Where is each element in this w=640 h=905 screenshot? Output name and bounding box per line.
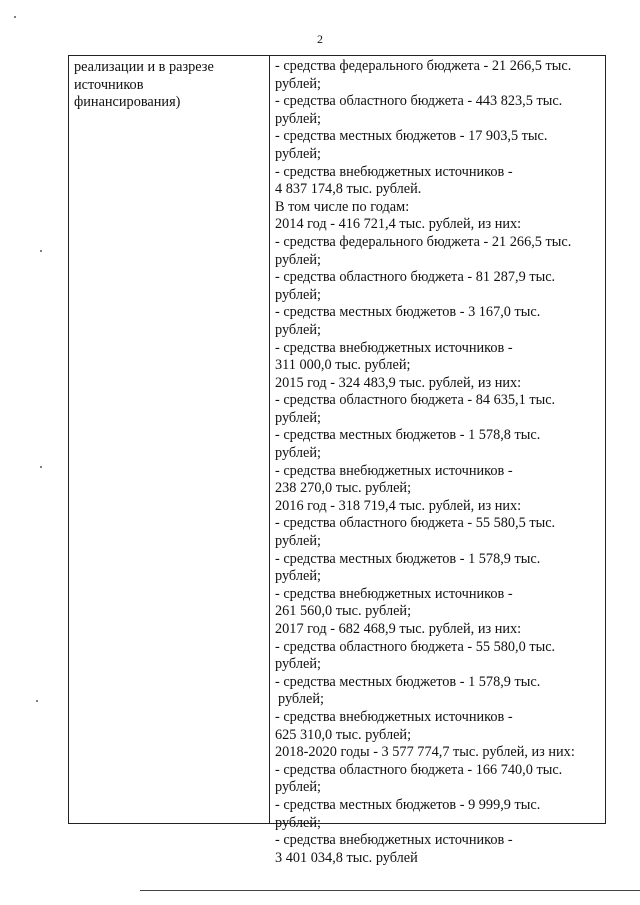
financing-line: - средства местных бюджетов - 1 578,8 тыс.	[275, 427, 541, 444]
scan-speck	[14, 16, 16, 18]
financing-line: рублей;	[275, 779, 321, 796]
financing-line: рублей;	[275, 321, 321, 338]
financing-line: рублей;	[275, 656, 321, 673]
financing-line: 4 837 174,8 тыс. рублей.	[275, 181, 422, 198]
footer-rule	[140, 890, 640, 891]
financing-table	[68, 55, 606, 866]
financing-line: - средства областного бюджета - 166 740,0 тыс.	[275, 761, 563, 778]
financing-line: 2015 год - 324 483,9 тыс. рублей, из них:	[275, 374, 522, 391]
scan-speck	[40, 466, 42, 468]
financing-line: 2016 год - 318 719,4 тыс. рублей, из них:	[275, 497, 522, 514]
financing-line: рублей;	[275, 145, 321, 162]
financing-line: - средства местных бюджетов - 9 999,9 тыс.	[275, 796, 541, 813]
financing-line: - средства внебюджетных источников -	[275, 462, 513, 479]
financing-line: - средства областного бюджета - 443 823,5 тыс.	[275, 93, 563, 110]
financing-line: 2014 год - 416 721,4 тыс. рублей, из них:	[275, 216, 522, 233]
financing-line: - средства внебюджетных источников -	[275, 832, 513, 849]
financing-line: - средства федерального бюджета - 21 266,5 тыс.	[275, 58, 572, 74]
label-line: финансирования)	[74, 94, 181, 111]
financing-line: - средства областного бюджета - 84 635,1 тыс.	[275, 392, 556, 409]
financing-line: 311 000,0 тыс. рублей;	[275, 357, 411, 374]
table-cell-financing-details	[270, 56, 605, 866]
financing-line: - средства местных бюджетов - 1 578,9 тыс.	[275, 550, 541, 567]
financing-line: - средства местных бюджетов - 3 167,0 тыс.	[275, 304, 541, 321]
financing-line: - средства местных бюджетов - 17 903,5 тыс.	[275, 128, 548, 145]
financing-line: 625 310,0 тыс. рублей;	[275, 726, 412, 743]
financing-line: - средства областного бюджета - 55 580,5 тыс.	[275, 515, 556, 532]
label-line: источников	[74, 76, 144, 93]
financing-line: 261 560,0 тыс. рублей;	[275, 603, 412, 620]
financing-line: - средства областного бюджета - 55 580,0 тыс.	[275, 638, 556, 655]
table-cell-label	[69, 56, 270, 823]
financing-line: В том числе по годам:	[275, 198, 410, 215]
financing-line: рублей;	[275, 409, 321, 426]
financing-line: - средства внебюджетных источников -	[275, 339, 513, 356]
financing-line: рублей;	[275, 445, 321, 462]
financing-line: - средства внебюджетных источников -	[275, 708, 513, 725]
financing-line: 2018-2020 годы - 3 577 774,7 тыс. рублей, из них:	[275, 744, 575, 761]
scan-speck	[36, 700, 38, 702]
financing-line: рублей;	[275, 814, 321, 831]
financing-line: - средства областного бюджета - 81 287,9 тыс.	[275, 269, 556, 286]
financing-line: рублей;	[278, 691, 324, 708]
financing-line: 238 270,0 тыс. рублей;	[275, 480, 412, 497]
financing-line: рублей;	[275, 110, 321, 127]
financing-line: - средства внебюджетных источников -	[275, 585, 513, 602]
financing-line: рублей;	[275, 533, 321, 550]
financing-line: 3 401 034,8 тыс. рублей	[275, 849, 418, 866]
financing-line: - средства внебюджетных источников -	[275, 163, 513, 180]
financing-line: - средства федерального бюджета - 21 266,5 тыс.	[275, 233, 572, 250]
label-line: реализации и в разрезе	[74, 59, 214, 75]
financing-line: рублей;	[275, 286, 321, 303]
page-number: 2	[317, 32, 323, 46]
financing-line: - средства местных бюджетов - 1 578,9 тыс.	[275, 673, 541, 690]
financing-line: рублей;	[275, 568, 321, 585]
financing-line: 2017 год - 682 468,9 тыс. рублей, из них:	[275, 621, 522, 637]
financing-line: рублей;	[275, 75, 321, 92]
scan-speck	[40, 250, 42, 252]
financing-line: рублей;	[275, 251, 321, 268]
